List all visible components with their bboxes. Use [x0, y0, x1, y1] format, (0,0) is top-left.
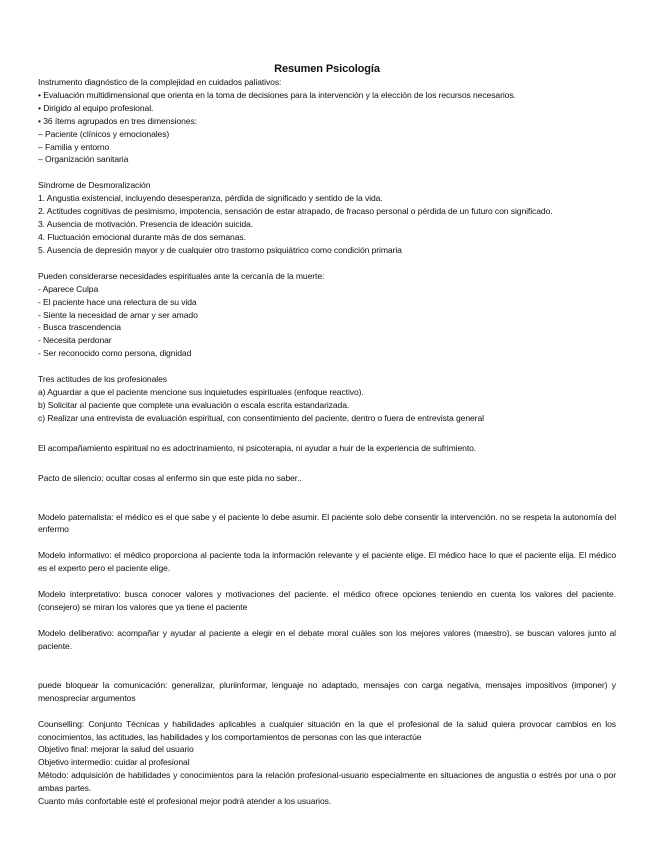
- list-item: - Ser reconocido como persona, dignidad: [38, 348, 192, 359]
- objetivo-intermedio: Objetivo intermedio: cuidar al profesional: [38, 757, 190, 768]
- modelo-interpretativo-paragraph: Modelo interpretativo: busca conocer valores y motivaciones del paciente. el médico ofrece opciones teniendo en cuenta los valores del paciente. (consejero) se miran los valores que ya tiene el paciente: [38, 589, 616, 613]
- document-page: [38, 62, 616, 808]
- bloquear-paragraph: puede bloquear la comunicación: generalizar, pluriinformar, lenguaje no adaptado, mensajes con carga negativa, mensajes impositivos (imponer) y menospreciar argumentos: [38, 679, 616, 703]
- section-heading: Pueden considerarse necesidades espirituales ante la cercanía de la muerte:: [38, 270, 325, 281]
- list-item: • Evaluación multidimensional que orienta en la toma de decisiones para la intervención y la elección de los recursos necesarios.: [38, 89, 516, 100]
- section-heading: Síndrome de Desmoralización: [38, 180, 151, 191]
- cierre-paragraph: Cuanto más confortable esté el profesional mejor podrá atender a los usuarios.: [38, 796, 332, 807]
- list-item: - Busca trascendencia: [38, 322, 121, 333]
- section-instrumento: [38, 76, 616, 166]
- list-item: 2. Actitudes cognitivas de pesimismo, impotencia, sensación de estar atrapado, de fracaso personal o pérdida de un futuro con significado.: [38, 206, 553, 217]
- list-item: – Organización sanitaria: [38, 154, 129, 165]
- modelo-deliberativo-paragraph: Modelo deliberativo: acompañar y ayudar al paciente a elegir en el debate moral cuáles son los mejores valores (maestro). se buscan valores junto al paciente.: [38, 628, 616, 651]
- list-item: • Dirigido al equipo profesional.: [38, 102, 154, 113]
- section-counselling: [38, 718, 616, 808]
- counselling-definition: Counselling: Conjunto Técnicas y habilidades aplicables a cualquier situación en la que el profesional de la salud quiera provocar cambios en los conocimientos, las actitudes, las habilidades y los comportamientos de personas con las que interactúe: [38, 718, 616, 742]
- list-item: - Siente la necesidad de amar y ser amado: [38, 309, 198, 320]
- acompanamiento-paragraph: El acompañamiento espiritual no es adoctrinamiento, ni psicoterapia, ni ayudar a huir de la experiencia de sufrimiento.: [38, 442, 477, 453]
- modelo-informativo-paragraph: Modelo informativo: el médico proporciona al paciente toda la información relevante y el paciente elige. El médico hace lo que el paciente elija. El médico es el experto pero el paciente elige.: [38, 550, 616, 574]
- list-item: • 36 ítems agrupados en tres dimensiones:: [38, 115, 197, 126]
- list-item: 3. Ausencia de motivación. Presencia de ideación suicida.: [38, 219, 254, 230]
- section-heading: Tres actitudes de los profesionales: [38, 374, 167, 385]
- list-item: – Paciente (clínicos y emocionales): [38, 128, 170, 139]
- pacto-paragraph: Pacto de silencio: ocultar cosas al enfermo sin que este pida no saber..: [38, 472, 302, 483]
- list-item: - Aparece Culpa: [38, 283, 99, 294]
- list-item: - Necesita perdonar: [38, 335, 112, 346]
- section-necesidades: [38, 270, 616, 360]
- list-item: 1. Angustia existencial, incluyendo desesperanza, pérdida de significado y sentido de la vida.: [38, 193, 383, 204]
- metodo-paragraph: Método: adquisición de habilidades y conocimientos para la relación profesional-usuario especialmente en situaciones de angustia o estrés por una o por ambas partes.: [38, 770, 616, 794]
- list-item: a) Aguardar a que el paciente mencione sus inquietudes espirituales (enfoque reactivo).: [38, 387, 364, 398]
- modelo-paternalista-paragraph: Modelo paternalista: el médico es el que sabe y el paciente lo debe asumir. El paciente solo debe consentir la intervención. no se respeta la autonomía del enfermo: [38, 511, 616, 535]
- list-item: 5. Ausencia de depresión mayor y de cualquier otro trastorno psiquiátrico como condición primaria: [38, 244, 402, 255]
- objetivo-final: Objetivo final: mejorar la salud del usuario: [38, 744, 194, 755]
- section-desmoralizacion: [38, 179, 616, 256]
- section-heading: Instrumento diagnóstico de la complejidad en cuidados paliativos:: [38, 77, 282, 87]
- list-item: c) Realizar una entrevista de evaluación espiritual, con consentimiento del paciente, dentro o fuera de entrevista general: [38, 412, 484, 423]
- list-item: – Familia y entorno: [38, 141, 110, 152]
- section-actitudes: [38, 373, 616, 425]
- list-item: b) Solicitar al paciente que complete una evaluación o escala escrita estandarizada.: [38, 399, 350, 410]
- page-title: Resumen Psicología: [274, 63, 380, 75]
- list-item: - El paciente hace una relectura de su vida: [38, 296, 197, 307]
- list-item: 4. Fluctuación emocional durante más de dos semanas.: [38, 231, 246, 242]
